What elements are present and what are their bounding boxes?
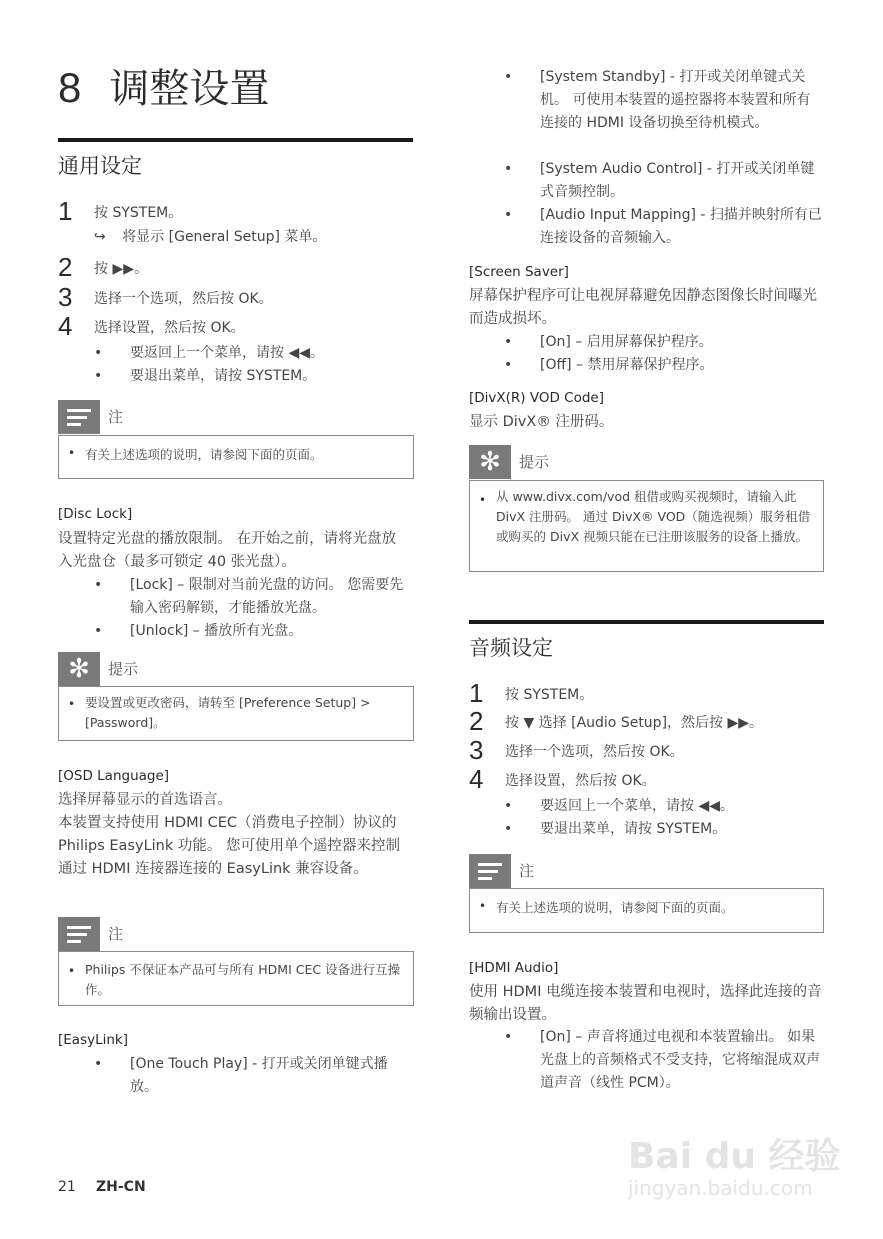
list-item: • [System Standby] - 打开或关闭单键式关机。 可使用本装置的遥控器将本装置和所有连接的 HDMI 设备切换至待机模式。 <box>504 66 824 158</box>
note-icon <box>58 400 100 434</box>
list-item: • [Lock] – 限制对当前光盘的访问。 您需要先输入密码解锁，才能播放光盘。 <box>94 574 414 620</box>
note-text: Philips 不保证本产品可与所有 HDMI CEC 设备进行互操作。 <box>85 962 401 997</box>
result-arrow-icon: ↪ <box>94 229 106 245</box>
option-description: 屏幕保护程序可让电视屏幕避免因静态图像长时间曝光而造成损坏。 <box>469 288 817 327</box>
note-label: 注 <box>108 925 124 943</box>
language-code: ZH-CN <box>96 1179 146 1195</box>
option-header: [DivX(R) VOD Code] <box>469 390 604 406</box>
step-text: 选择一个选项，然后按 OK。 <box>505 744 684 760</box>
note-text: 有关上述选项的说明，请参阅下面的页面。 <box>85 447 323 462</box>
watermark-url: jingyan.baidu.com <box>628 1176 813 1200</box>
step-number: 4 <box>469 764 484 794</box>
list-item: • [On] – 启用屏幕保护程序。 <box>504 331 824 354</box>
step-text: 选择设置，然后按 OK。 <box>505 773 656 789</box>
step-text: 选择设置，然后按 OK。 <box>94 320 245 336</box>
list-item: • 要返回上一个菜单，请按 ◀◀。 <box>94 342 394 365</box>
list-item-text: 要退出菜单，请按 SYSTEM。 <box>130 368 317 384</box>
list-item: • [Audio Input Mapping] - 扫描并映射所有已连接设备的音频输入。 <box>504 204 824 250</box>
option-header: [EasyLink] <box>58 1032 129 1048</box>
note-icon <box>58 917 100 951</box>
tip-text: 从 www.divx.com/vod 租借或购买视频时，请输入此 DivX 注册码。 通过 DivX® VOD（随选视频）服务租借或购买的 DivX 视频只能在已注册该服务的设备上播放。 <box>496 489 811 544</box>
step-number: 2 <box>58 252 73 282</box>
tip-label: 提示 <box>108 660 139 678</box>
tip-box: • 从 www.divx.com/vod 租借或购买视频时，请输入此 DivX 注册码。 通过 DivX® VOD（随选视频）服务租借或购买的 DivX 视频只能在已注册该服务的设备上播放。 <box>469 480 824 572</box>
note-header <box>58 917 258 951</box>
list-item-text: [Lock] – 限制对当前光盘的访问。 您需要先输入密码解锁，才能播放光盘。 <box>130 577 404 616</box>
tip-star-icon: ✻ <box>469 445 511 479</box>
tip-star-icon: ✻ <box>58 652 100 686</box>
section-title-general: 通用设定 <box>58 154 142 178</box>
note-icon <box>469 854 511 888</box>
tip-text: 要设置或更改密码，请转至 [Preference Setup] > [Password]。 <box>85 695 371 730</box>
section-title-audio: 音频设定 <box>469 636 553 660</box>
list-item: • [System Audio Control] - 打开或关闭单键式音频控制。 <box>504 158 824 204</box>
option-description: 显示 DivX® 注册码。 <box>469 414 614 430</box>
note-box: • Philips 不保证本产品可与所有 HDMI CEC 设备进行互操作。 <box>58 951 414 1006</box>
note-header <box>58 400 258 434</box>
tip-header <box>58 652 258 686</box>
list-item-text: [System Audio Control] - 打开或关闭单键式音频控制。 <box>540 161 815 200</box>
list-item-text: [Unlock] – 播放所有光盘。 <box>130 623 303 639</box>
step-number: 1 <box>469 678 484 708</box>
list-item: • 要退出菜单，请按 SYSTEM。 <box>94 365 394 388</box>
option-description: 本装置支持使用 HDMI CEC（消费电子控制）协议的 Philips EasyLink 功能。 您可使用单个遥控器来控制通过 HDMI 连接器连接的 EasyLink 兼容设备。 <box>58 815 400 877</box>
list-item-text: [Audio Input Mapping] - 扫描并映射所有已连接设备的音频输入。 <box>540 207 822 246</box>
tip-box: • 要设置或更改密码，请转至 [Preference Setup] > [Password]。 <box>58 686 414 741</box>
section-rule <box>58 138 413 142</box>
option-description: 使用 HDMI 电缆连接本装置和电视时，选择此连接的音频输出设置。 <box>469 984 822 1023</box>
list-item: • [On] – 声音将通过电视和本装置输出。 如果光盘上的音频格式不受支持，它将缩混成双声道声音（线性 PCM）。 <box>504 1026 824 1095</box>
step-text: 按 ▼ 选择 [Audio Setup]，然后按 ▶▶。 <box>505 715 764 731</box>
step-text: 选择一个选项，然后按 OK。 <box>94 291 273 307</box>
list-item-text: [Off] – 禁用屏幕保护程序。 <box>540 357 714 373</box>
step-number: 4 <box>58 311 73 341</box>
list-item: • [One Touch Play] - 打开或关闭单键式播放。 <box>94 1053 404 1099</box>
note-label: 注 <box>108 408 124 426</box>
step-text: 按 SYSTEM。 <box>505 687 594 703</box>
list-item-text: 要退出菜单，请按 SYSTEM。 <box>540 821 727 837</box>
option-description: 选择屏幕显示的首选语言。 <box>58 792 232 808</box>
note-label: 注 <box>519 862 535 880</box>
step-number: 1 <box>58 196 73 226</box>
list-item: • [Unlock] – 播放所有光盘。 <box>94 620 414 643</box>
step-result-text: 将显示 [General Setup] 菜单。 <box>122 229 327 245</box>
option-header: [HDMI Audio] <box>469 960 559 976</box>
option-header: [Disc Lock] <box>58 506 133 522</box>
section-rule <box>469 620 824 624</box>
option-description: 设置特定光盘的播放限制。 在开始之前，请将光盘放入光盘仓（最多可锁定 40 张光盘）。 <box>58 531 397 570</box>
list-item-text: [On] – 启用屏幕保护程序。 <box>540 334 713 350</box>
tip-label: 提示 <box>519 453 550 471</box>
note-text: 有关上述选项的说明，请参阅下面的页面。 <box>496 900 734 915</box>
list-item: • 要返回上一个菜单，请按 ◀◀。 <box>504 795 804 818</box>
option-header: [OSD Language] <box>58 768 170 784</box>
list-item-text: [System Standby] - 打开或关闭单键式关机。 可使用本装置的遥控器将本装置和所有连接的 HDMI 设备切换至待机模式。 <box>540 69 811 131</box>
watermark-logo: Bai du 经验 <box>628 1136 841 1177</box>
list-item-text: 要返回上一个菜单，请按 ◀◀。 <box>130 345 324 361</box>
list-item: • [Off] – 禁用屏幕保护程序。 <box>504 354 824 377</box>
step-number: 3 <box>58 282 73 312</box>
chapter-title-text: 调整设置 <box>109 66 270 112</box>
chapter-number: 8 <box>58 64 82 111</box>
step-number: 2 <box>469 706 484 736</box>
step-text: 按 SYSTEM。 <box>94 205 183 221</box>
chapter-title <box>58 62 269 114</box>
step-result <box>94 226 326 248</box>
list-item: • 要退出菜单，请按 SYSTEM。 <box>504 818 804 841</box>
list-item-text: [On] – 声音将通过电视和本装置输出。 如果光盘上的音频格式不受支持，它将缩混成双声道声音（线性 PCM）。 <box>540 1029 820 1091</box>
note-header <box>469 854 669 888</box>
tip-header <box>469 445 669 479</box>
note-box: • 有关上述选项的说明，请参阅下面的页面。 <box>58 435 414 479</box>
step-number: 3 <box>469 735 484 765</box>
step-text: 按 ▶▶。 <box>94 261 148 277</box>
note-box: • 有关上述选项的说明，请参阅下面的页面。 <box>469 888 824 933</box>
list-item-text: [One Touch Play] - 打开或关闭单键式播放。 <box>130 1056 388 1095</box>
page-number: 21 <box>58 1179 76 1195</box>
list-item-text: 要返回上一个菜单，请按 ◀◀。 <box>540 798 734 814</box>
option-header: [Screen Saver] <box>469 264 569 280</box>
